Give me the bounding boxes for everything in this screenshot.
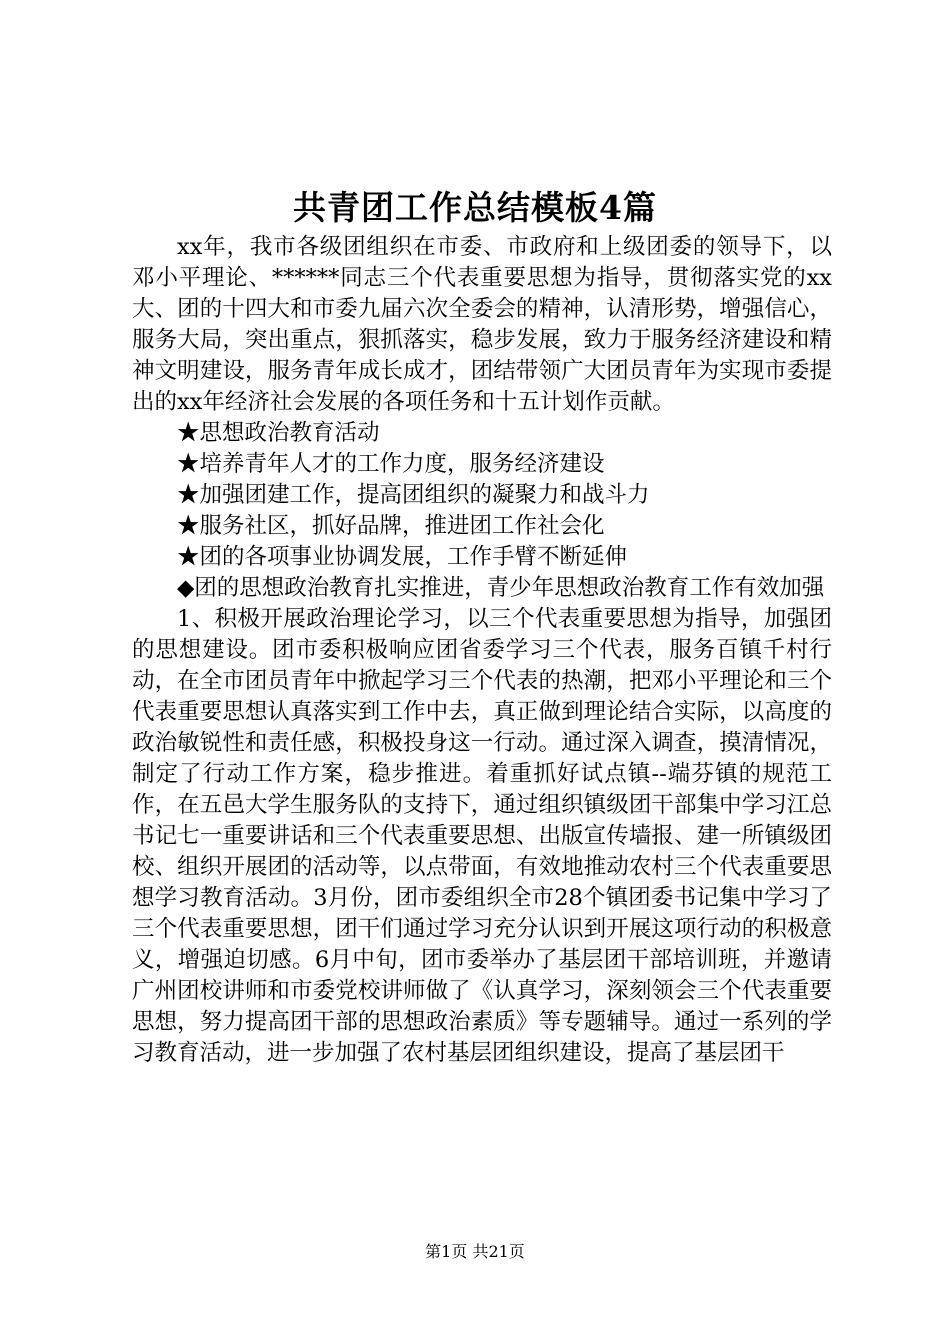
section-heading: ◆团的思想政治教育扎实推进，青少年思想政治教育工作有效加强 xyxy=(177,575,825,601)
paragraph-intro: xx年，我市各级团组织在市委、市政府和上级团委的领导下，以邓小平理论、******同志三个代表重要思想为指导，贯彻落实党的xx大、团的十四大和市委九届六次全委会的精神，认清形势，增强信心，服务大局，突出重点，狠抓落实，稳步发展，致力于服务经济建设和精神文明建设，服务青年成长成才，团结带领广大团员青年为实现市委提出的xx年经济社会发展的各项任务和十五计划作贡献。 xyxy=(132,234,832,415)
document-body xyxy=(132,232,832,1069)
list-item: ★团的各项事业协调发展，工作手臂不断延伸 xyxy=(177,544,628,570)
page-footer: 第1页 共21页 xyxy=(425,1242,525,1261)
list-item: ★思想政治教育活动 xyxy=(177,420,380,446)
paragraph-section-1: 1、积极开展政治理论学习，以三个代表重要思想为指导，加强团的思想建设。团市委积极响应团省委学习三个代表，服务百镇千村行动，在全市团员青年中掀起学习三个代表的热潮，把邓小平理论和三个代表重要思想认真落实到工作中去，真正做到理论结合实际，以高度的政治敏锐性和责任感，积极投身这一行动。通过深入调查，摸清情况，制定了行动工作方案，稳步推进。着重抓好试点镇--端芬镇的规范工作，在五邑大学生服务队的支持下，通过组织镇级团干部集中学习江总书记七一重要讲话和三个代表重要思想、出版宣传墙报、建一所镇级团校、组织开展团的活动等，以点带面，有效地推动农村三个代表重要思想学习教育活动。3月份，团市委组织全市28个镇团委书记集中学习了三个代表重要思想，团干们通过学习充分认识到开展这项行动的积极意义，增强迫切感。6月中旬，团市委举办了基层团干部培训班，并邀请广州团校讲师和市委党校讲师做了《认真学习，深刻领会三个代表重要思想，努力提高团干部的思想政治素质》等专题辅导。通过一系列的学习教育活动，进一步加强了农村基层团组织建设，提高了基层团干 xyxy=(132,606,832,1066)
list-item: ★加强团建工作，提高团组织的凝聚力和战斗力 xyxy=(177,482,650,508)
list-item: ★培养青年人才的工作力度，服务经济建设 xyxy=(177,451,605,477)
list-item: ★服务社区，抓好品牌，推进团工作社会化 xyxy=(177,513,605,539)
document-title: 共青团工作总结模板4篇 xyxy=(293,188,657,227)
